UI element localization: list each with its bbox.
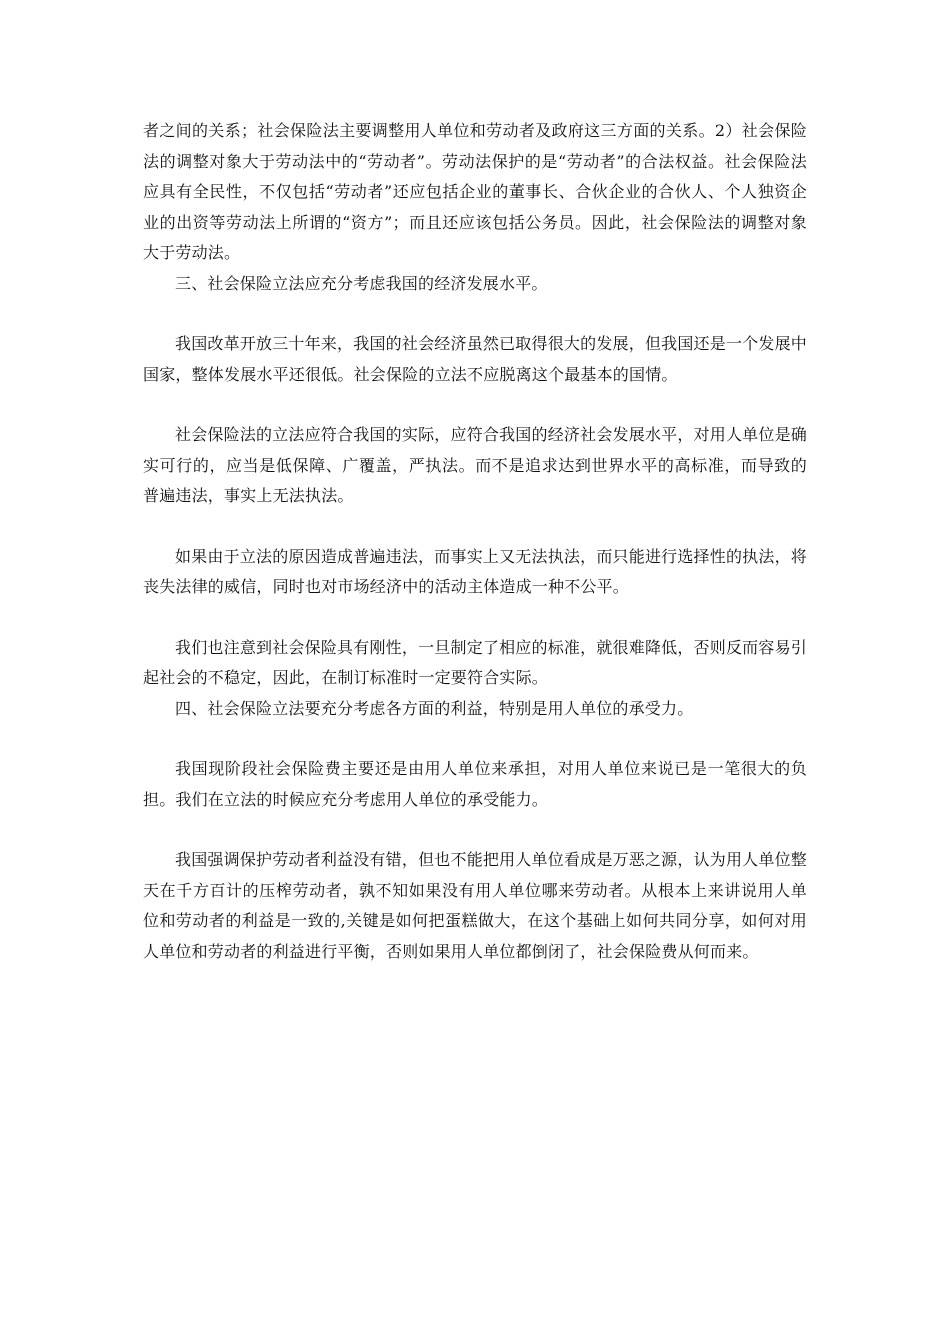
paragraph-development-level: 我国改革开放三十年来，我国的社会经济虽然已取得很大的发展，但我国还是一个发展中国家，整体发展水平还很低。社会保险的立法不应脱离这个最基本的国情。 <box>143 334 807 384</box>
section-heading-3: 三、社会保险立法应充分考虑我国的经济发展水平。 <box>175 273 548 293</box>
section-heading-4: 四、社会保险立法要充分考虑各方面的利益，特别是用人单位的承受力。 <box>175 698 694 718</box>
paragraph-rigidity: 我们也注意到社会保险具有刚性，一旦制定了相应的标准，就很难降低，否则反而容易引起社会的不稳定，因此，在制订标准时一定要符合实际。 <box>143 637 807 687</box>
document-page <box>143 116 807 967</box>
paragraph-balance-interests: 我国强调保护劳动者利益没有错，但也不能把用人单位看成是万恶之源，认为用人单位整天在千方百计的压榨劳动者，孰不知如果没有用人单位哪来劳动者。从根本上来讲说用人单位和劳动者的利益是一致的,关键是如何把蛋糕做大，在这个基础上如何共同分享，如何对用人单位和劳动者的利益进行平衡，否则如果用人单位都倒闭了，社会保险费从何而来。 <box>143 850 807 961</box>
paragraph-employer-burden: 我国现阶段社会保险费主要还是由用人单位来承担，对用人单位来说已是一笔很大的负担。我们在立法的时候应充分考虑用人单位的承受能力。 <box>143 759 807 809</box>
paragraph-continued: 者之间的关系；社会保险法主要调整用人单位和劳动者及政府这三方面的关系。2）社会保险法的调整对象大于劳动法中的“劳动者”。劳动法保护的是“劳动者”的合法权益。社会保险法应具有全民性，不仅包括“劳动者”还应包括企业的董事长、合伙企业的合伙人、个人独资企业的出资等劳动法上所谓的“资方”；而且还应该包括公务员。因此，社会保险法的调整对象大于劳动法。 <box>143 121 807 262</box>
paragraph-selective-enforcement: 如果由于立法的原因造成普遍违法，而事实上又无法执法，而只能进行选择性的执法，将丧失法律的威信，同时也对市场经济中的活动主体造成一种不公平。 <box>143 546 807 596</box>
paragraph-legislation-reality: 社会保险法的立法应符合我国的实际，应符合我国的经济社会发展水平，对用人单位是确实可行的，应当是低保障、广覆盖，严执法。而不是追求达到世界水平的高标准，而导致的普遍违法，事实上无法执法。 <box>143 425 807 505</box>
